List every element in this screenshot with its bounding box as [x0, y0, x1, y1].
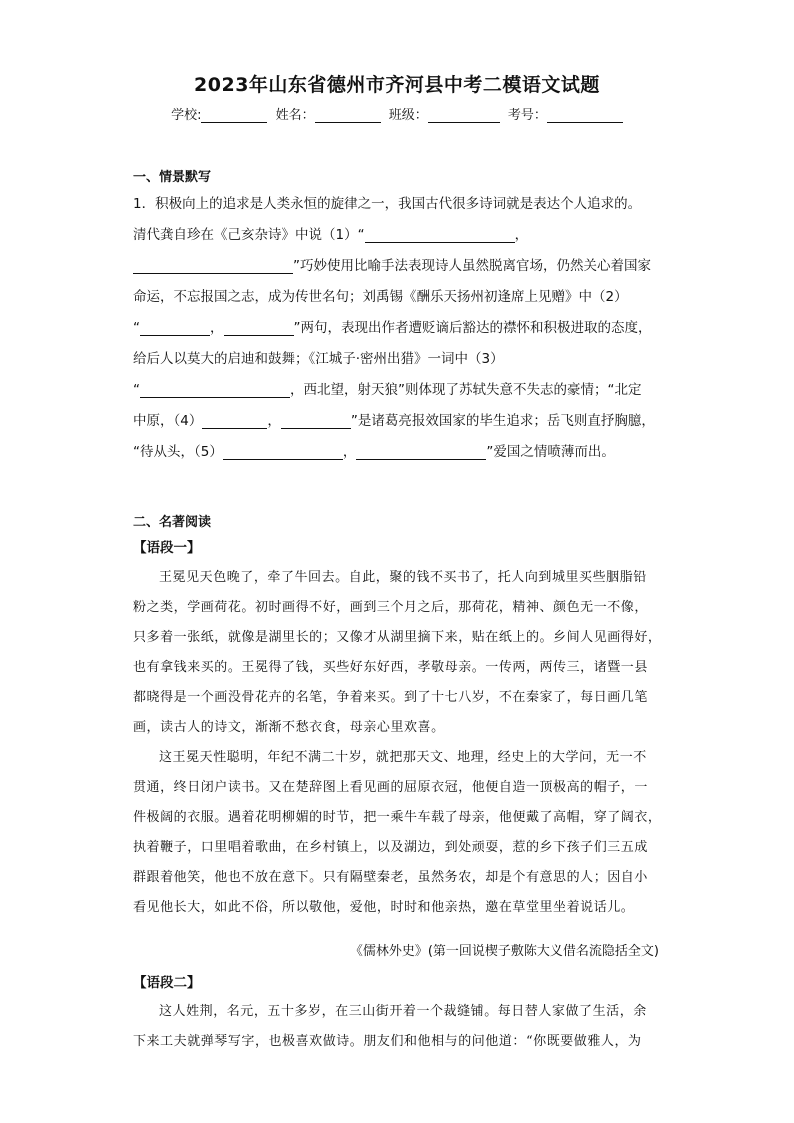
exam-no-label: 考号： — [507, 108, 547, 123]
passage-line: 贯通，终日闭户读书。又在楚辞图上看见画的屈原衣冠，他便自造一顶极高的帽子，一 — [133, 780, 648, 795]
question-text: “ — [133, 382, 140, 398]
passage-line: 粉之类，学画荷花。初时画得不好，画到三个月之后，那荷花，精神、颜色无一不像， — [133, 600, 648, 615]
passage-1-text — [133, 566, 660, 926]
question-line — [133, 409, 655, 429]
question-text: ，西北望，射天狼”则体现了苏轼失意不失志的豪情；“北定 — [290, 382, 642, 398]
exam-title: 2023年山东省德州市齐河县中考二模语文试题 — [194, 74, 600, 96]
question-text: 命运，不忘报国之志，成为传世名句；刘禹锡《酬乐天扬州初逢席上见赠》中（2） — [133, 289, 628, 305]
question-text: ”爱国之情喷薄而出。 — [486, 444, 615, 460]
answer-blank[interactable] — [223, 444, 343, 460]
school-label: 学校: — [171, 108, 202, 123]
passage-line: 看见他长大，如此不俗，所以敬他，爱他，时时和他亲热，邀在草堂里坐着说话儿。 — [133, 900, 635, 915]
question-text: “ — [133, 320, 140, 336]
exam-no-field[interactable] — [508, 104, 623, 123]
question-text: ”巧妙使用比喻手法表现诗人虽然脱离官场，仍然关心着国家 — [293, 258, 651, 274]
question-line — [133, 378, 642, 398]
question-line — [133, 254, 651, 274]
passage-line: 执着鞭子，口里唱着歌曲，在乡村镇上，以及湖边，到处顽耍，惹的乡下孩子们三五成 — [133, 840, 648, 855]
class-label: 班级： — [388, 108, 428, 123]
answer-blank[interactable] — [202, 413, 267, 429]
passage-source: 《儒林外史》(第一回说楔子敷陈大义借名流隐括全文) — [349, 944, 659, 959]
name-label: 姓名： — [275, 108, 315, 123]
section-1-question — [133, 192, 673, 467]
section-2-heading: 二、名著阅读 — [133, 515, 212, 530]
answer-blank[interactable] — [281, 413, 351, 429]
passage-line: 下来工夫就弹琴写字，也极喜欢做诗。朋友们和他相与的问他道：“你既要做雅人，为 — [133, 1034, 642, 1049]
student-info-row — [0, 104, 794, 123]
question-text: ， — [267, 413, 281, 429]
question-line — [133, 192, 641, 212]
passage-line: 件极阔的衣服。遇着花明柳媚的时节，把一乘牛车载了母亲，他便戴了高帽，穿了阔衣， — [133, 810, 662, 825]
question-line — [133, 223, 528, 243]
question-line — [133, 440, 615, 460]
passage-1-label: 【语段一】 — [133, 540, 201, 556]
answer-blank[interactable] — [224, 320, 294, 336]
passage-line: 王冕见天色晚了，牵了牛回去。自此，聚的钱不买书了，托人向到城里买些胭脂铅 — [159, 570, 647, 585]
question-text: 中原，（4） — [133, 413, 203, 429]
passage-line: 这人姓荆，名元，五十多岁，在三山街开着一个裁缝铺。每日替人家做了生活，余 — [159, 1004, 647, 1019]
passage-line: 都晓得是一个画没骨花卉的名笔，争着来买。到了十七八岁，不在秦家了，每日画几笔 — [133, 690, 648, 705]
question-text: ”是诸葛亮报效国家的毕生追求；岳飞则直抒胸臆， — [350, 413, 655, 429]
passage-line: 画，读古人的诗文，渐渐不愁衣食，母亲心里欢喜。 — [133, 720, 445, 735]
question-line — [133, 316, 652, 336]
passage-2-label: 【语段二】 — [133, 975, 201, 991]
question-line — [133, 285, 628, 305]
passage-line: 群跟着他笑，他也不放在意下。只有隔壁秦老，虽然务农，却是个有意思的人；因自小 — [133, 870, 648, 885]
question-text: “待从头，（5） — [133, 444, 223, 460]
question-text: 清代龚自珍在《己亥杂诗》中说（1）“ — [133, 227, 365, 243]
answer-blank[interactable] — [365, 227, 515, 243]
class-blank[interactable] — [428, 108, 500, 123]
school-field[interactable] — [171, 104, 267, 123]
answer-blank[interactable] — [356, 444, 486, 460]
question-text: ， — [514, 227, 529, 243]
answer-blank[interactable] — [140, 382, 290, 398]
name-blank[interactable] — [315, 108, 381, 123]
passage-line: 这王冕天性聪明，年纪不满二十岁，就把那天文、地理，经史上的大学问，无一不 — [159, 750, 647, 765]
answer-blank[interactable] — [140, 320, 210, 336]
name-field[interactable] — [276, 104, 381, 123]
question-line — [133, 347, 504, 367]
section-1-heading: 一、情景默写 — [133, 170, 212, 185]
question-text: ， — [210, 320, 224, 336]
question-text: 1．积极向上的追求是人类永恒的旋律之一，我国古代很多诗词就是表达个人追求的。 — [133, 196, 642, 212]
answer-blank[interactable] — [133, 258, 293, 274]
question-text: 给后人以莫大的启迪和鼓舞；《江城子·密州出猎》一词中（3） — [133, 351, 504, 367]
passage-line: 也有拿钱来买的。王冕得了钱，买些好东好西，孝敬母亲。一传两，两传三，诸暨一县 — [133, 660, 648, 675]
passage-line: 只多着一张纸，就像是湖里长的；又像才从湖里摘下来，贴在纸上的。乡间人见画得好， — [133, 630, 662, 645]
class-field[interactable] — [389, 104, 500, 123]
school-blank[interactable] — [201, 108, 267, 123]
exam-no-blank[interactable] — [547, 108, 623, 123]
question-text: ”两句，表现出作者遭贬谪后豁达的襟怀和积极进取的态度， — [293, 320, 652, 336]
passage-2-text — [133, 1000, 660, 1060]
question-text: ， — [342, 444, 357, 460]
